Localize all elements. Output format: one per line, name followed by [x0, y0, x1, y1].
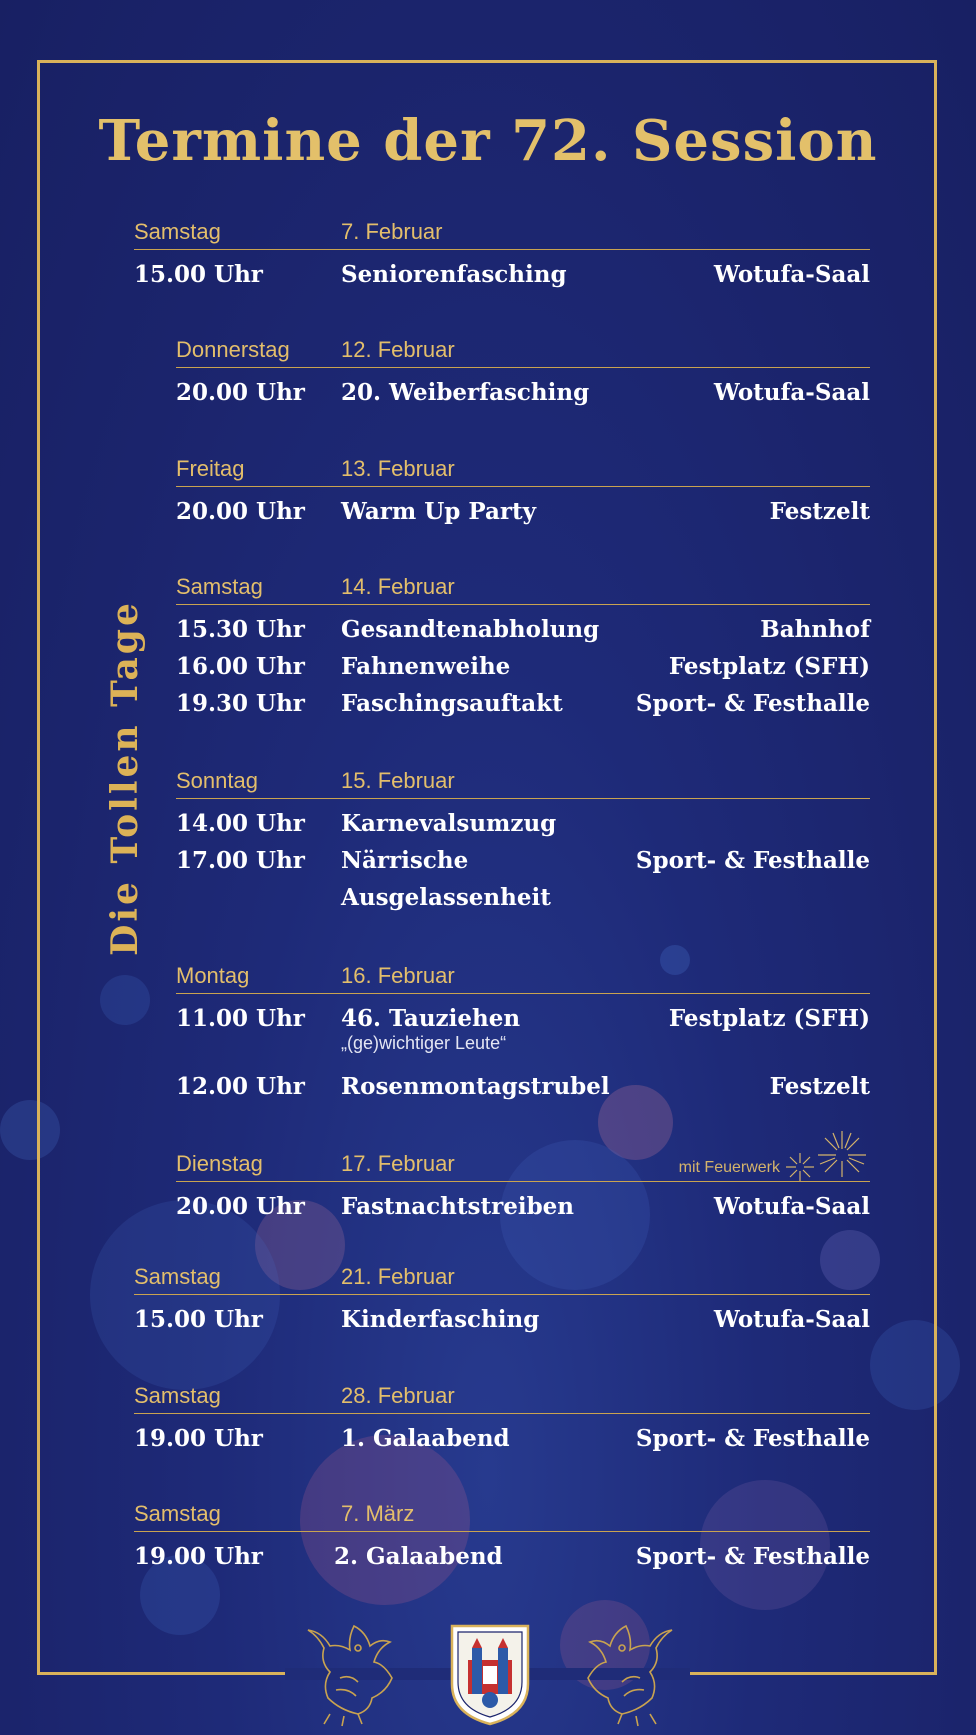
event-time: 16.00 Uhr [176, 653, 305, 680]
event-time: 20.00 Uhr [176, 1193, 305, 1220]
day-block [134, 1258, 870, 1332]
day-block [176, 450, 870, 524]
event-place: Sport- & Festhalle [635, 1425, 870, 1452]
day-date: 15. Februar [341, 768, 455, 793]
event-row [176, 994, 870, 1062]
event-time: 15.00 Uhr [134, 1306, 263, 1333]
day-name: Samstag [134, 1501, 221, 1526]
day-header [134, 1495, 870, 1532]
event-time: 17.00 Uhr [176, 847, 305, 874]
event-row [134, 1414, 870, 1451]
day-name: Samstag [176, 574, 263, 599]
event-name: 1. Galaabend [341, 1425, 510, 1452]
day-name: Montag [176, 963, 250, 988]
event-place: Wotufa-Saal [713, 379, 870, 406]
event-row [134, 250, 870, 287]
day-header [134, 213, 870, 250]
day-name: Samstag [134, 1383, 221, 1408]
event-name: 46. Tauziehen [341, 1005, 521, 1032]
logo-group [300, 1618, 680, 1728]
event-name: Faschingsauftakt [341, 690, 563, 717]
day-block [176, 762, 870, 911]
event-name: Karnevalsumzug [341, 810, 557, 837]
event-name-line2: Ausgelassenheit [341, 884, 551, 911]
day-header [176, 762, 870, 799]
event-place: Sport- & Festhalle [635, 690, 870, 717]
event-row [176, 836, 870, 911]
event-name: 20. Weiberfasching [341, 379, 590, 406]
day-header [176, 450, 870, 487]
event-row [176, 679, 870, 716]
day-block [176, 1145, 870, 1219]
event-row [176, 799, 870, 836]
event-name: Fastnachtstreiben [341, 1193, 575, 1220]
event-place: Wotufa-Saal [713, 1193, 870, 1220]
day-name: Dienstag [176, 1151, 263, 1176]
day-block [176, 957, 870, 1099]
fireworks-note: mit Feuerwerk [678, 1159, 780, 1176]
day-name: Freitag [176, 456, 245, 481]
event-row [176, 487, 870, 524]
event-place: Bahnhof [760, 616, 870, 643]
day-date: 21. Februar [341, 1264, 455, 1289]
day-name: Samstag [134, 219, 221, 244]
day-header [176, 331, 870, 368]
event-time: 15.00 Uhr [134, 261, 263, 288]
event-row [176, 1062, 870, 1099]
event-time: 15.30 Uhr [176, 616, 305, 643]
day-block [134, 1377, 870, 1451]
event-row [176, 1182, 870, 1219]
event-place: Festzelt [769, 498, 870, 525]
event-place: Sport- & Festhalle [635, 847, 870, 874]
event-name: 2. Galaabend [334, 1543, 503, 1570]
event-place: Festplatz (SFH) [668, 653, 870, 680]
event-row [134, 1295, 870, 1332]
event-row [176, 605, 870, 642]
day-date: 13. Februar [341, 456, 455, 481]
event-place: Festzelt [769, 1073, 870, 1100]
event-name: Rosenmontagstrubel [341, 1073, 610, 1100]
event-name: Kinderfasching [341, 1306, 540, 1333]
event-subtitle: „(ge)wichtiger Leute“ [341, 1033, 507, 1053]
day-header [134, 1377, 870, 1414]
event-name: Närrische [341, 847, 469, 874]
event-row [176, 368, 870, 405]
day-date: 7. März [341, 1501, 415, 1526]
day-header [176, 957, 870, 994]
day-date: 17. Februar [341, 1151, 455, 1176]
day-block [176, 331, 870, 405]
page-title: Termine der 72. Session [98, 108, 878, 174]
day-name: Sonntag [176, 768, 258, 793]
event-time: 19.00 Uhr [134, 1543, 263, 1570]
griffin-right-icon [588, 1626, 672, 1726]
event-time: 19.00 Uhr [134, 1425, 263, 1452]
day-block [176, 568, 870, 716]
event-row [176, 642, 870, 679]
side-title: Die Tollen Tage [104, 600, 146, 956]
event-place: Wotufa-Saal [713, 261, 870, 288]
day-block [134, 213, 870, 287]
event-place: Festplatz (SFH) [668, 1005, 870, 1032]
event-place: Sport- & Festhalle [635, 1543, 870, 1570]
day-date: 28. Februar [341, 1383, 455, 1408]
event-row [134, 1532, 870, 1569]
day-date: 14. Februar [341, 574, 455, 599]
event-time: 20.00 Uhr [176, 379, 305, 406]
event-time: 11.00 Uhr [176, 1005, 305, 1032]
day-date: 12. Februar [341, 337, 455, 362]
day-date: 16. Februar [341, 963, 455, 988]
event-name: Warm Up Party [341, 498, 537, 525]
fireworks-icon [780, 1129, 870, 1189]
event-time: 14.00 Uhr [176, 810, 305, 837]
day-block [134, 1495, 870, 1569]
day-header [176, 568, 870, 605]
event-time: 20.00 Uhr [176, 498, 305, 525]
event-name: Gesandtenabholung [341, 616, 600, 643]
club-crest-icon [452, 1626, 528, 1724]
day-date: 7. Februar [341, 219, 443, 244]
day-header [176, 1145, 870, 1182]
event-time: 19.30 Uhr [176, 690, 305, 717]
day-header [134, 1258, 870, 1295]
day-name: Donnerstag [176, 337, 290, 362]
event-place: Wotufa-Saal [713, 1306, 870, 1333]
event-name: Seniorenfasching [341, 261, 567, 288]
event-name: Fahnenweihe [341, 653, 511, 680]
griffin-left-icon [308, 1626, 392, 1726]
event-time: 12.00 Uhr [176, 1073, 305, 1100]
day-name: Samstag [134, 1264, 221, 1289]
